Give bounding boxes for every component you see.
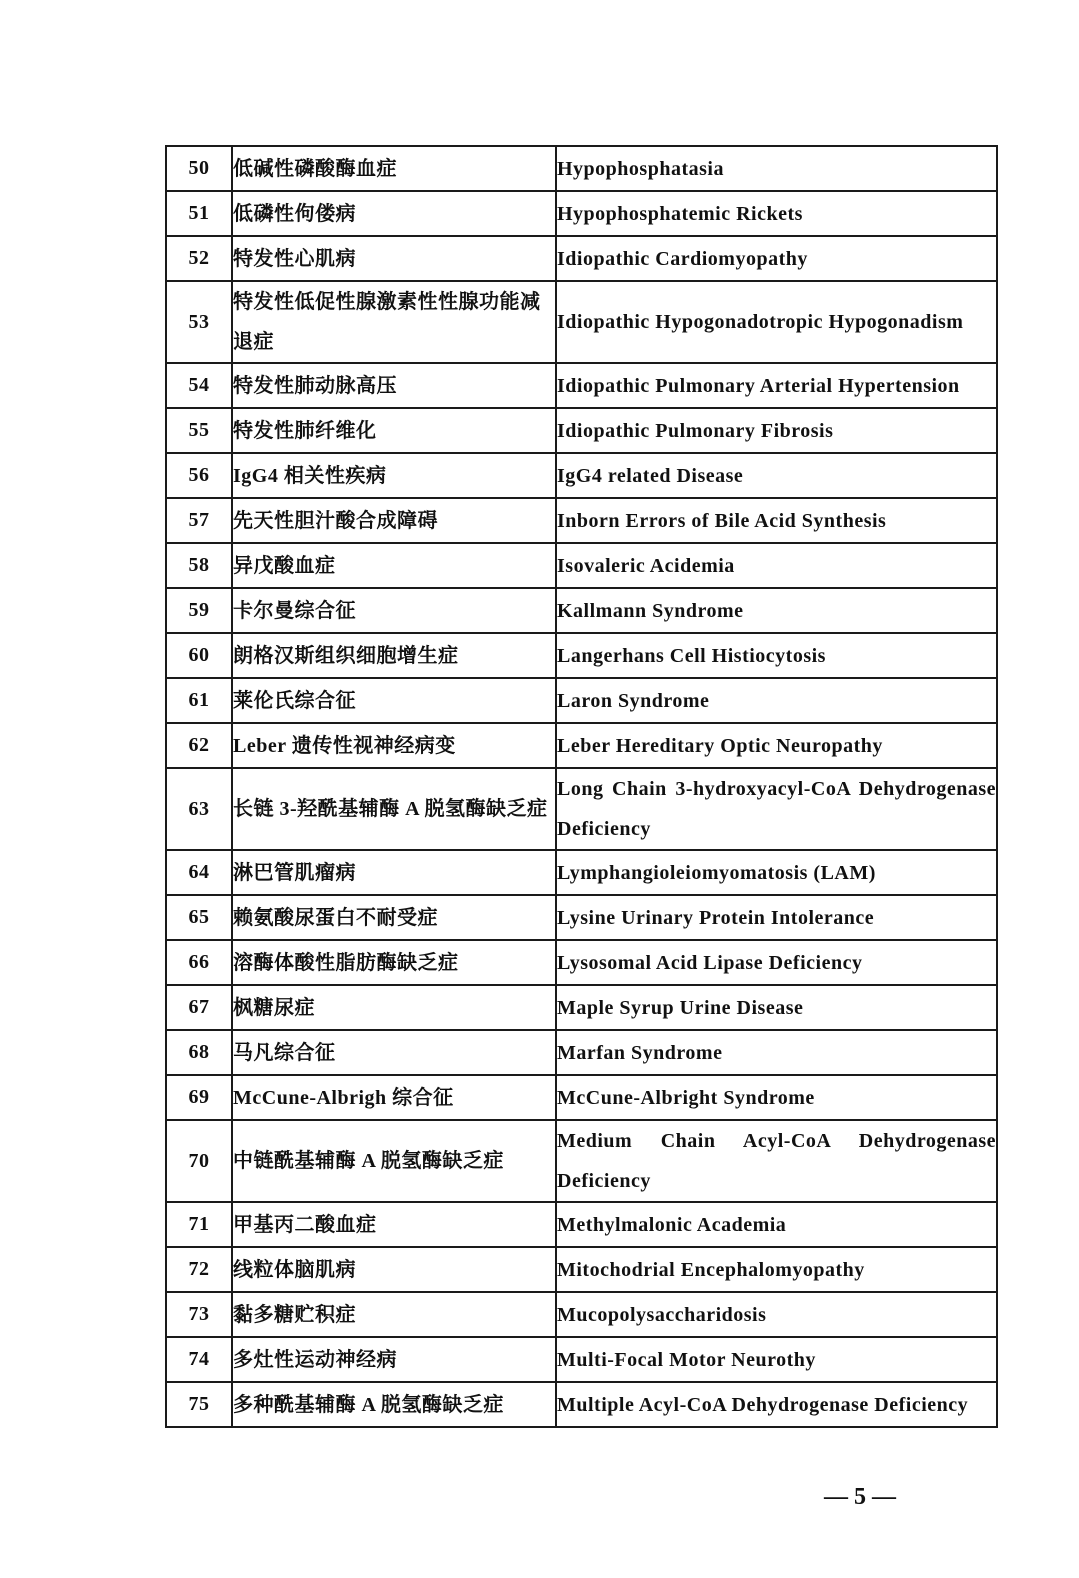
disease-name-chinese: 马凡综合征 (232, 1030, 556, 1075)
disease-name-chinese: IgG4 相关性疾病 (232, 453, 556, 498)
row-number: 72 (166, 1247, 232, 1292)
disease-name-chinese: McCune-Albrigh 综合征 (232, 1075, 556, 1120)
disease-name-chinese: 低碱性磷酸酶血症 (232, 146, 556, 191)
row-number: 53 (166, 281, 232, 363)
disease-name-chinese: 特发性低促性腺激素性性腺功能减退症 (232, 281, 556, 363)
row-number: 57 (166, 498, 232, 543)
row-number: 68 (166, 1030, 232, 1075)
table-row (166, 768, 997, 850)
table-row (166, 281, 997, 363)
row-number: 67 (166, 985, 232, 1030)
table-row (166, 191, 997, 236)
row-number: 69 (166, 1075, 232, 1120)
table-row (166, 723, 997, 768)
table-row (166, 1120, 997, 1202)
table-row (166, 408, 997, 453)
disease-name-english: McCune-Albright Syndrome (556, 1075, 997, 1120)
table-row (166, 1247, 997, 1292)
disease-name-english: Leber Hereditary Optic Neuropathy (556, 723, 997, 768)
row-number: 62 (166, 723, 232, 768)
table-row (166, 453, 997, 498)
disease-name-english: Maple Syrup Urine Disease (556, 985, 997, 1030)
row-number: 51 (166, 191, 232, 236)
table-row (166, 1030, 997, 1075)
disease-name-english: IgG4 related Disease (556, 453, 997, 498)
disease-name-chinese: 朗格汉斯组织细胞增生症 (232, 633, 556, 678)
disease-name-english: Multi-Focal Motor Neurothy (556, 1337, 997, 1382)
table-row (166, 543, 997, 588)
row-number: 61 (166, 678, 232, 723)
table-row (166, 498, 997, 543)
table-row (166, 940, 997, 985)
row-number: 73 (166, 1292, 232, 1337)
rare-disease-table (165, 145, 998, 1428)
row-number: 56 (166, 453, 232, 498)
row-number: 63 (166, 768, 232, 850)
table-row (166, 1292, 997, 1337)
disease-name-chinese: 先天性胆汁酸合成障碍 (232, 498, 556, 543)
disease-name-chinese: 赖氨酸尿蛋白不耐受症 (232, 895, 556, 940)
disease-name-english: Hypophosphatasia (556, 146, 997, 191)
table-row (166, 985, 997, 1030)
table-row (166, 1075, 997, 1120)
disease-name-english: Laron Syndrome (556, 678, 997, 723)
table-body (166, 146, 997, 1427)
disease-name-english: Methylmalonic Academia (556, 1202, 997, 1247)
disease-name-chinese: 长链 3-羟酰基辅酶 A 脱氢酶缺乏症 (232, 768, 556, 850)
table-row (166, 146, 997, 191)
row-number: 71 (166, 1202, 232, 1247)
disease-name-english: Isovaleric Acidemia (556, 543, 997, 588)
disease-name-english: Idiopathic Pulmonary Fibrosis (556, 408, 997, 453)
disease-name-chinese: 多种酰基辅酶 A 脱氢酶缺乏症 (232, 1382, 556, 1427)
disease-name-english: Inborn Errors of Bile Acid Synthesis (556, 498, 997, 543)
table-row (166, 363, 997, 408)
row-number: 64 (166, 850, 232, 895)
row-number: 74 (166, 1337, 232, 1382)
row-number: 60 (166, 633, 232, 678)
table-row (166, 678, 997, 723)
disease-name-english: Medium Chain Acyl-CoA Dehydrogenase Deficiency (556, 1120, 997, 1202)
row-number: 70 (166, 1120, 232, 1202)
disease-name-chinese: 线粒体脑肌病 (232, 1247, 556, 1292)
row-number: 65 (166, 895, 232, 940)
row-number: 55 (166, 408, 232, 453)
disease-name-chinese: 淋巴管肌瘤病 (232, 850, 556, 895)
disease-name-english: Multiple Acyl-CoA Dehydrogenase Deficiency (556, 1382, 997, 1427)
row-number: 50 (166, 146, 232, 191)
disease-name-chinese: 异戊酸血症 (232, 543, 556, 588)
table-row (166, 1337, 997, 1382)
row-number: 66 (166, 940, 232, 985)
disease-name-chinese: 中链酰基辅酶 A 脱氢酶缺乏症 (232, 1120, 556, 1202)
row-number: 59 (166, 588, 232, 633)
disease-name-chinese: 特发性心肌病 (232, 236, 556, 281)
disease-name-english: Kallmann Syndrome (556, 588, 997, 633)
disease-name-chinese: 甲基丙二酸血症 (232, 1202, 556, 1247)
page-number: — 5 — (824, 1484, 896, 1510)
disease-name-chinese: Leber 遗传性视神经病变 (232, 723, 556, 768)
disease-name-english: Idiopathic Cardiomyopathy (556, 236, 997, 281)
disease-name-english: Mitochodrial Encephalomyopathy (556, 1247, 997, 1292)
disease-name-english: Lysosomal Acid Lipase Deficiency (556, 940, 997, 985)
disease-name-chinese: 特发性肺纤维化 (232, 408, 556, 453)
disease-name-chinese: 特发性肺动脉高压 (232, 363, 556, 408)
table-row (166, 1202, 997, 1247)
disease-name-english: Mucopolysaccharidosis (556, 1292, 997, 1337)
disease-name-chinese: 多灶性运动神经病 (232, 1337, 556, 1382)
row-number: 52 (166, 236, 232, 281)
disease-name-english: Long Chain 3-hydroxyacyl-CoA Dehydrogenase Deficiency (556, 768, 997, 850)
disease-name-chinese: 溶酶体酸性脂肪酶缺乏症 (232, 940, 556, 985)
table-row (166, 236, 997, 281)
disease-name-english: Marfan Syndrome (556, 1030, 997, 1075)
disease-name-english: Lysine Urinary Protein Intolerance (556, 895, 997, 940)
row-number: 58 (166, 543, 232, 588)
table-row (166, 1382, 997, 1427)
disease-name-english: Idiopathic Hypogonadotropic Hypogonadism (556, 281, 997, 363)
row-number: 75 (166, 1382, 232, 1427)
disease-name-chinese: 枫糖尿症 (232, 985, 556, 1030)
disease-name-chinese: 黏多糖贮积症 (232, 1292, 556, 1337)
disease-name-english: Lymphangioleiomyomatosis (LAM) (556, 850, 997, 895)
disease-name-chinese: 莱伦氏综合征 (232, 678, 556, 723)
disease-name-english: Hypophosphatemic Rickets (556, 191, 997, 236)
table-row (166, 850, 997, 895)
table-row (166, 633, 997, 678)
disease-name-english: Idiopathic Pulmonary Arterial Hypertension (556, 363, 997, 408)
disease-name-english: Langerhans Cell Histiocytosis (556, 633, 997, 678)
table-row (166, 588, 997, 633)
disease-name-chinese: 低磷性佝偻病 (232, 191, 556, 236)
table-row (166, 895, 997, 940)
row-number: 54 (166, 363, 232, 408)
disease-name-chinese: 卡尔曼综合征 (232, 588, 556, 633)
